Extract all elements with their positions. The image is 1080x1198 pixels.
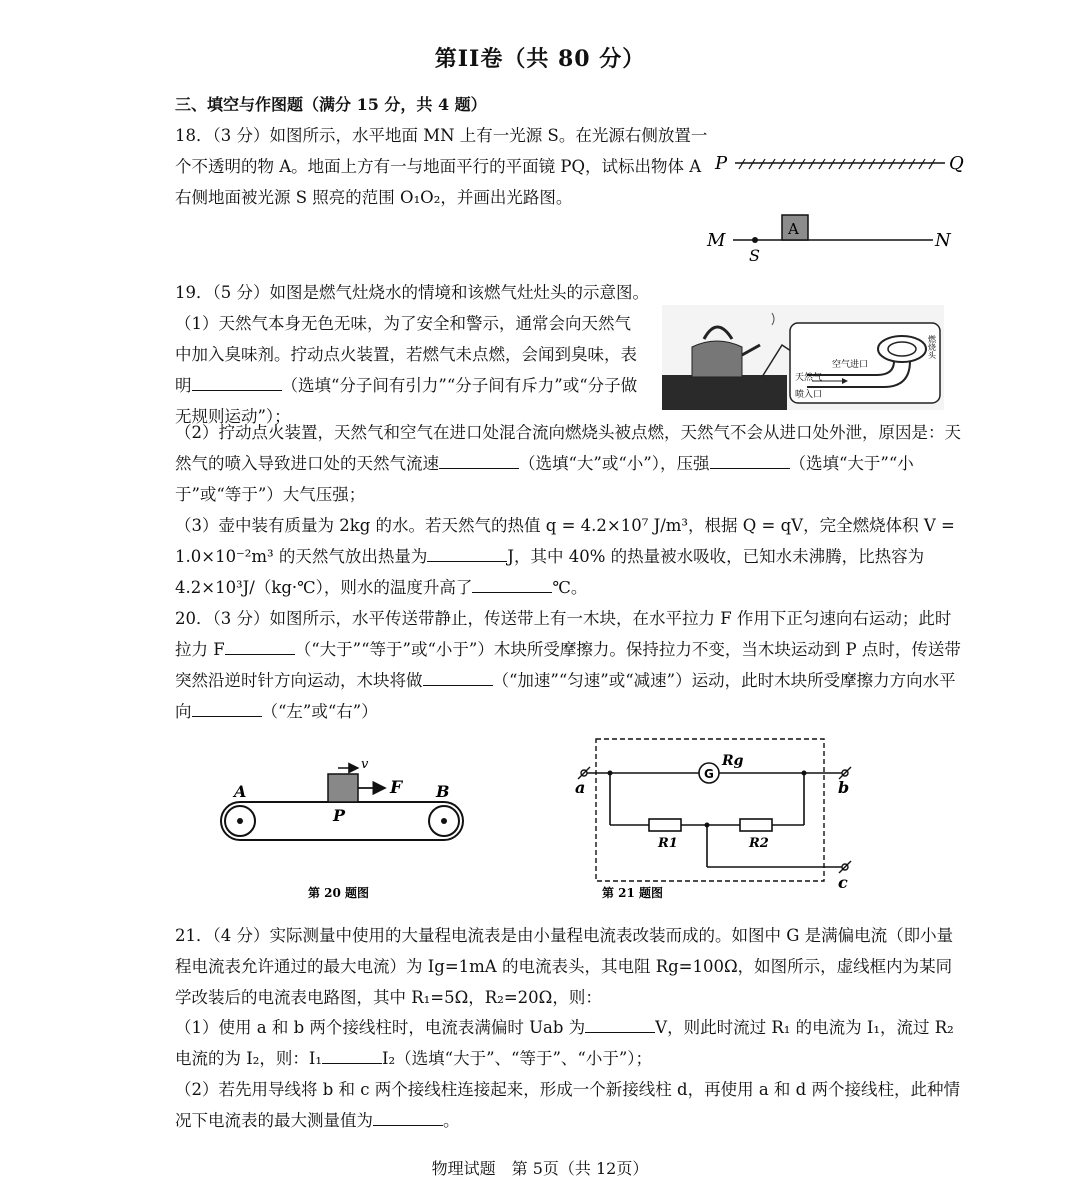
q20-blank-3[interactable]	[192, 698, 262, 717]
label-pulley-b: B	[436, 782, 450, 801]
wood-block	[328, 774, 358, 802]
q20-caption: 第 20 题图	[308, 886, 370, 900]
q19-figure	[662, 305, 944, 410]
q19-intro: 19．（5 分）如图是燃气灶烧水的情境和该燃气灶灶头的示意图。	[175, 283, 649, 302]
label-f: F	[390, 778, 403, 798]
q19-part1: （1）天然气本身无色无味，为了安全和警示，通常会向天然气中加入臭味剂。拧动点火装置，若燃气未点燃，会闻到臭味，表明 （选填“分子间有引力”“分子间有斥力”或“分子做无规则运动”）；	[175, 314, 638, 426]
label-air-inlet: 空气进口	[832, 360, 869, 370]
q20-blank-1[interactable]	[225, 636, 295, 655]
label-m: M	[707, 230, 726, 251]
page-title: 第II卷（共 80 分）	[434, 46, 646, 72]
label-g: G	[704, 767, 714, 781]
label-v: v	[361, 757, 369, 772]
label-q: Q	[949, 153, 964, 174]
label-inlet: 喷入口	[795, 390, 823, 400]
q19-blank-4[interactable]	[427, 543, 507, 562]
q21-caption: 第 21 题图	[602, 886, 664, 900]
label-p: P	[715, 153, 728, 174]
stove-top	[662, 375, 787, 410]
q19-blank-2[interactable]	[439, 450, 519, 469]
page-footer: 物理试题 第 5页（共 12页）	[431, 1159, 649, 1178]
kettle-icon	[692, 341, 742, 377]
resistor-r2	[740, 819, 772, 831]
mirror-pq	[735, 159, 945, 169]
light-source-s	[752, 237, 758, 243]
label-burner: 燃烧头	[927, 335, 937, 359]
q21-blank-3[interactable]	[373, 1107, 443, 1126]
q19-part2: （2）拧动点火装置，天然气和空气在进口处混合流向燃烧头被点燃，天然气不会从进口处外泄，原因是：天然气的喷入导致进口处的天然气流速 （选填“大”或“小”），压强 （选填“大于”“小于”或“等于”）大气压强；	[175, 423, 961, 504]
label-terminal-a: a	[575, 778, 586, 797]
q21-blank-2[interactable]	[322, 1045, 382, 1064]
label-terminal-b: b	[838, 778, 850, 797]
label-gas: 天然气	[795, 373, 823, 383]
q20-text: 20．（3 分）如图所示，水平传送带静止，传送带上有一木块，在水平拉力 F 作用下正匀速向右运动；此时拉力 F （“大于”“等于”或“小于”）木块所受摩擦力。保持拉力不变，当木块运动到 P 点时，传送带突然沿逆时针方向运动，木块将做 （“加速”“匀速”或“减速”）运动，此时木块所受摩擦力方向水平向 （“左”或“右”）	[175, 609, 961, 721]
label-point-p: P	[333, 806, 346, 825]
label-s: S	[749, 246, 760, 265]
label-n: N	[935, 230, 951, 251]
q19-blank-1[interactable]	[192, 372, 282, 391]
label-r1: R1	[658, 836, 678, 851]
dashed-box	[596, 739, 824, 881]
q19-blank-5[interactable]	[472, 574, 552, 593]
q21-blank-1[interactable]	[585, 1014, 655, 1033]
q21-part2: （2）若先用导线将 b 和 c 两个接线柱连接起来，形成一个新接线柱 d，再使用 a 和 d 两个接线柱，此种情况下电流表的最大测量值为 。	[175, 1080, 960, 1130]
q20-blank-2[interactable]	[423, 667, 493, 686]
resistor-r1	[649, 819, 681, 831]
q18-text: 18．（3 分）如图所示，水平地面 MN 上有一光源 S。在光源右侧放置一个不透明的物 A。地面上方有一与地面平行的平面镜 PQ，试标出物体 A 右侧地面被光源 S 照亮的范围 O₁O₂，并画出光路图。	[175, 126, 708, 207]
q19-part3: （3）壶中装有质量为 2kg 的水。若天然气的热值 q = 4.2×10⁷ J/m³，根据 Q = qV，完全燃烧体积 V = 1.0×10⁻²m³ 的天然气放出热量为 J，其中 40% 的热量被水吸收，已知水未沸腾，比热容为 4.2×10³J/（kg·℃），则水的温度升高了 ℃。	[175, 516, 955, 597]
label-r2: R2	[749, 836, 769, 851]
section-heading: 三、填空与作图题（满分 15 分，共 4 题）	[175, 95, 487, 114]
label-pulley-a: A	[234, 782, 247, 801]
q20-figure	[210, 755, 480, 905]
label-terminal-c: c	[838, 873, 848, 892]
q21-part1: （1）使用 a 和 b 两个接线柱时，电流表满偏时 Uab 为 V，则此时流过 R₁ 的电流为 I₁，流过 R₂ 电流的为 I₂，则：I₁ I₂（选填“大于”、“等于”、“小于”）；	[175, 1012, 965, 1074]
q18-figure	[705, 145, 975, 265]
label-rg: Rg	[722, 753, 744, 769]
q19-blank-3[interactable]	[710, 450, 790, 469]
q21-intro: 21．（4 分）实际测量中使用的大量程电流表是由小量程电流表改装而成的。如图中 G 是满偏电流（即小量程电流表允许通过的最大电流）为 Ig=1mA 的电流表头，其电阻 Rg=100Ω，如图所示，虚线框内为某同学改装后的电流表电路图，其中 R₁=5Ω，R₂=20Ω，则：	[175, 926, 954, 1007]
q21-figure	[572, 735, 867, 905]
label-a: A	[788, 220, 799, 238]
